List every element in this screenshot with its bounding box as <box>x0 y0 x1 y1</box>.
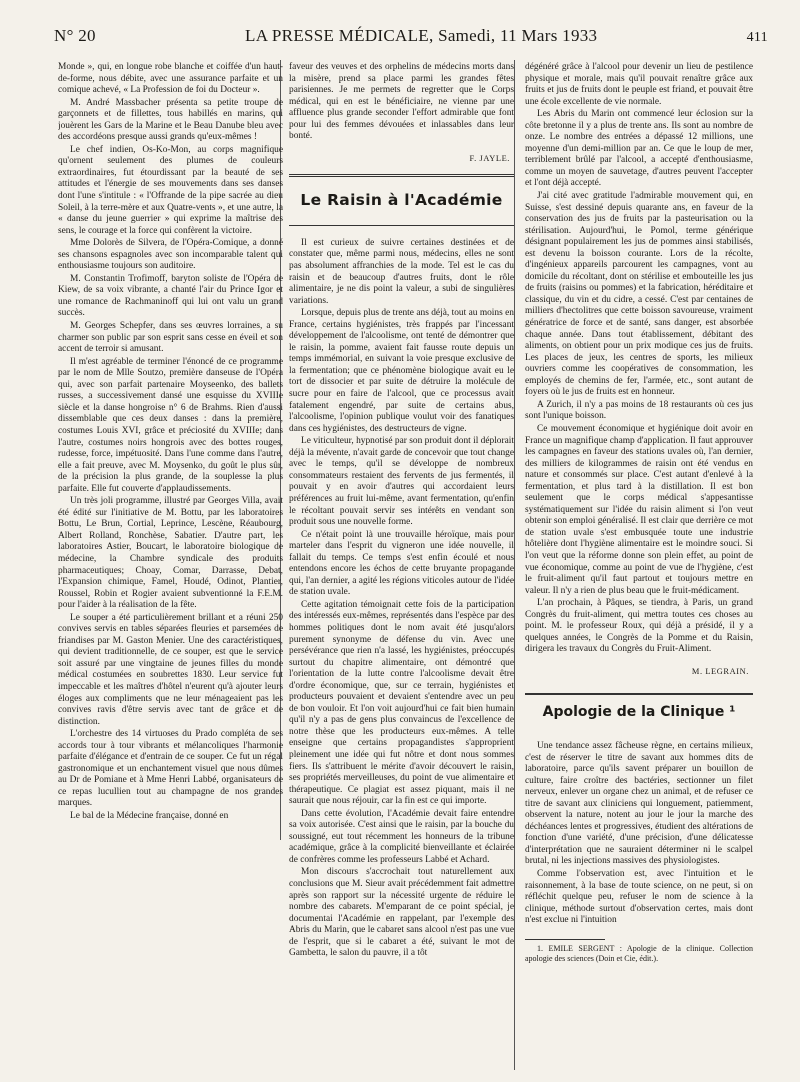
column-3 <box>525 62 753 1067</box>
paragraph: A Zurich, il n'y a pas moins de 18 restaurants où ces jus sont l'unique boisson. <box>525 399 753 422</box>
paragraph: Monde », qui, en longue robe blanche et coiffée d'un haut-de-forme, nous débite, avec une assurance parfaite et un comique achevé, « La Profession de foi du Docteur ». <box>58 62 283 96</box>
paragraph: Il m'est agréable de terminer l'énoncé de ce programme par le nom de Mlle Soutzo, première danseuse de l'Opéra qui, avec son parfait partenaire Moyseenko, des ballets russes, a successivement dansé une esquisse du XVIIIe siècle et la danse hongroise n° 6 de Brahms. Rien d'aussi dissemblable que ces deux danses : dans la première, costumes Louis XVI, grâce et préciosité du XVIIIe; dans l'autre, costumes noirs hongrois avec des bottes rouges, rudesse, force, impétuosité. Dans l'une comme dans l'autre, elle a fait preuve, avec M. Moysenko, du goût le plus sûr, de la précision la plus grande, de la souplesse la plus parfaite. Elle fut couverte d'applaudissements. <box>58 356 283 494</box>
paragraph: L'an prochain, à Pâques, se tiendra, à Paris, un grand Congrès du fruit-aliment, qui mettra toutes ces choses au point. M. le professeur Roux, qui déjà a présidé, il y a quelques années, le Congrès de la Pomme et du Raisin, dirigera les travaux du Congrès du Fruit-Aliment. <box>525 598 753 655</box>
column-2 <box>289 62 514 1067</box>
author-signature: M. LEGRAIN. <box>691 666 749 676</box>
page-header <box>54 26 768 50</box>
paragraph: faveur des veuves et des orphelins de médecins morts dans la misère, prend sa place parmi les grandes fêtes parisiennes. Je me permets de regretter que le Corps médical, qui en est le bénéficiaire, ne vienne par une affluence plus grande seconder l'effort admirable que font pour lui des femmes dévouées et inlassables dans leur bonté. <box>289 62 514 142</box>
paragraph: Lorsque, depuis plus de trente ans déjà, tout au moins en France, certains hygiénistes, très frappés par l'incessant développement de l'alcoolisme, ont tenté de démontrer que le raisin, la pomme, avaient fait fausse route depuis un temps immémorial, en suivant la voie presque exclusive de la fermentation; que ce phénomène biologique avait eu le tort de dissocier et par suite de détruire la molécule de sucre pour en faire de l'alcool, que ce processus avait fatalement engendré, par suite de certains abus, l'alcoolisme, l'opinion publique voulut voir des fanatiques dans ces hygiénistes, des destructeurs de vigne. <box>289 308 514 434</box>
paragraph: Le viticulteur, hypnotisé par son produit dont il déplorait déjà la mévente, n'avait garde de concevoir que tout change avec le temps, qu'il se développe de nombreux consommateurs restaient des fervents de jus fermentés, il pouvait y en avoir d'autres qui accordaient leurs préférences au fruit lui-même, avant fermentation, qu'enfin le récoltant pouvait servir ses intérêts en vendant son produit sous une nouvelle forme. <box>289 436 514 528</box>
paragraph: Comme l'observation est, avec l'intuition et le raisonnement, à la base de toute science, on ne peut, si on réfléchit quelque peu, refuser le nom de science à la clinique, méthode surtout d'observation certes, mais dont n'est exclue ni l'intuition <box>525 869 753 926</box>
paragraph: dégénéré grâce à l'alcool pour devenir un lieu de pestilence physique et morale, mais qu'il pouvait renaître grâce aux fruits et jus de fruits dont le peuple est friand, et pouvait être une école excellente de vie normale. <box>525 62 753 107</box>
article-heading-box <box>289 174 514 226</box>
column-1 <box>58 62 283 1067</box>
column-divider <box>514 60 515 1070</box>
paragraph: M. Georges Schepfer, dans ses œuvres lorraines, a su charmer son public par son esprit sans cesse en éveil et son accent de terroir si amusant. <box>58 321 283 355</box>
paragraph: Mme Dolorès de Silvera, de l'Opéra-Comique, a donné ses chansons espagnoles avec son incomparable talent qui enthousiasme toujours son auditoire. <box>58 238 283 272</box>
page-number: 411 <box>746 30 768 45</box>
footnote: 1. EMILE SERGENT : Apologie de la clinique. Collection apologie des sciences (Doin et Cie, édit.). <box>525 943 753 963</box>
article-heading-box <box>525 693 753 731</box>
paragraph: M. André Massbacher présenta sa petite troupe de garçonnets et de fillettes, tous habillés en marins, qui jouèrent les Gars de la Marine et le Beau Danube bleu avec des accordéons presque aussi grands qu'eux-mêmes ! <box>58 97 283 143</box>
paragraph: Un très joli programme, illustré par Georges Villa, avait été édité sur l'initiative de M. Bottu, par les laboratoires Bottu, Le Brun, Cortial, Leprince, Lescène, Réaubourg, Albert Rolland, Ronchèse, Sabatier. D'autre part, les laboratoires Astier, Boucart, le laboratoire biologique de médecine, la Chambre syndicale des produits pharmaceutiques; Choay, Comar, Darrasse, Debat, l'Expansion chimique, Famel, Houdé, Odinot, Plantier, Roussel, Robin et Rogier avaient subventionné la F.E.M. pour l'aider à la réalisation de la fête. <box>58 496 283 611</box>
paragraph: Le chef indien, Os-Ko-Mon, au corps magnifique qu'ornent seulement des plumes de couleurs extraordinaires, fut étourdissant par la beauté de ses attitudes et l'énergie de ses mouvements dans ses danses dont l'une s'intitule : « l'Offrande de la pipe sacrée au dieu Soleil, à la terre-mère et aux Quatre-vents », et une autre, la « danse du jeune guerrier » qui exprime la maîtrise des sens, le courage et la force qui confèrent la victoire. <box>58 144 283 236</box>
paragraph: Ce n'était point là une trouvaille héroïque, mais pour marteler dans l'esprit du vigneron une idée nouvelle, il fallait du temps. Ce temps s'est enfin écoulé et nous entendons encore les échos de cette bruyante propagande qui, l'an dernier, a agité les régions viticoles autour de l'idée de station uvale. <box>289 529 514 598</box>
paragraph: J'ai cité avec gratitude l'admirable mouvement qui, en Suisse, s'est dessiné depuis quarante ans, en faveur de la conservation des jus de fruits par la pasteurisation ou la stérilisation. Aujourd'hui, le Pomol, terme générique désignant populairement les jus de pommes ainsi stabilisés, est devenu la boisson courante. Lors de la récolte, d'ingénieux appareils parcourent les campagnes, vont au domicile du récoltant, dont on stérilise et embouteille les jus de fruits (raisins ou pommes) et la fabrication, héréditaire et classique, du vin et du cidre, a cessé. C'est par centaines de milliers d'hectolitres que cette boisson savoureuse, vraiment génératrice de force et de santé, sans danger, est absorbée chaque année. Dans tout établissement, débitant des aliments, on obtient pour un prix modique ces jus de fruits. Les places de jeux, les centres de sports, les milieux ouvriers comme les coopératives de consommation, les employés de chemins de fer, l'armée, etc., sont autant de foyers où le jus de fruits est en honneur. <box>525 191 753 398</box>
paragraph: Cette agitation témoignait cette fois de la participation des intéressés eux-mêmes, représentés dans l'espèce par des hommes politiques dont le nom avait été jusqu'alors purement synonyme de défense du vin. Avec une persévérance que rien n'a lassé, les hygiénistes, préoccupés surtout du chapitre alimentaire, ont démontré que l'orientation de la lutte contre l'alcoolisme devait être d'ordre économique, que, sur ce terrain, hygiénistes et producteurs pouvaient et devaient s'entendre avec un peu de bon vouloir. Et l'on voit aujourd'hui ce fait bien humain qu'il n'y a pas de gens plus convaincus de l'excellence de notre thèse que les producteurs eux-mêmes. A telle enseigne que certains propagandistes s'approprient pleinement une idée qui fut nôtre et dont nous sommes fiers. Ils s'attribuent le mérite d'avoir découvert le raisin, ses propriétés merveilleuses, du point de vue alimentaire et thérapeutique. Ce plagiat est assez piquant, mais il ne saurait que nous réjouir, car la fin est ce qui importe. <box>289 599 514 807</box>
issue-number: N° 20 <box>54 26 96 45</box>
paragraph: Il est curieux de suivre certaines destinées et de constater que, même parmi nous, médecins, elles ne sont pas absolument affranchies de la mode. Tel est le cas du raisin et de beaucoup d'autres fruits, dont le rôle alimentaire, je ne dis point la valeur, a subi de singulières variations. <box>289 237 514 306</box>
article-title: Le Raisin à l'Académie <box>300 191 503 210</box>
footnote-rule <box>525 939 605 940</box>
paragraph: Une tendance assez fâcheuse règne, en certains milieux, c'est de réserver le titre de savant aux hommes dits de laboratoire, parce qu'ils savent préparer un bouillon de culture, faire croître des bactéries, sectionner un filet nerveux, enlever un organe chez un animal, et de refuser ce titre de savant aux cliniciens qui longuement, patiemment, observent la nature, notent au jour le jour la marche des déchéances lentes et progressives, étudient des altérations de fonction d'une variété, d'une précision, d'une délicatesse d'interprétation que ne sauraient déterminer ni le scalpel brutal, ni les injections massives des physiologistes. <box>525 740 753 867</box>
masthead-title: LA PRESSE MÉDICALE, Samedi, 11 Mars 1933 <box>245 26 598 45</box>
paragraph: Mon discours s'accrochait tout naturellement aux conclusions que M. Sieur avait précédemment fait admettre après son rapport sur la nécessité urgente de réduire le nombre des cabarets. M'emparant de ce point spécial, je documentai l'Académie en rappelant, par l'exemple des Abris du Marin, que le cabaret sans alcool n'est pas une vue de l'esprit, que si le cabaret a été, suivant le mot de Gambetta, le salon du pauvre, il a tôt <box>289 867 514 959</box>
paragraph: Les Abris du Marin ont commencé leur éclosion sur la côte bretonne il y a plus de trente ans. Ils sont au nombre de onze. Le nombre des entrées a dépassé 12 millions, une moyenne d'un demi-million par an. Ce que le loup de mer, terriblement brûlé par l'alcool, a accepté d'enthousiasme, comme un moyen de sauvetage, d'autres peuvent l'accepter et l'ont déjà accepté. <box>525 109 753 189</box>
article-title: Apologie de la Clinique ¹ <box>542 704 736 721</box>
author-signature: F. JAYLE. <box>469 153 510 163</box>
paragraph: Le souper a été particulièrement brillant et a réuni 250 convives servis en tables séparées fleuries et parsemées de friandises par M. Gaston Menier. Une des caractéristiques, qui devient traditionnelle, de ce souper, est que le service soit assuré par une vingtaine de jeunes filles du monde médical costumées en soubrettes 1830. Leur service fut impeccable et les maîtres d'hôtel n'eurent qu'à ajouter leurs éloges aux compliments que ne leur ménageaient pas les convives ravis d'être servis avec tant de grâce et de distinction. <box>58 612 283 727</box>
paragraph: M. Constantin Trofimoff, baryton soliste de l'Opéra de Kiew, de sa voix vibrante, a chanté l'air du Prince Igor et une romance de Rachmaninoff qui lui ont valu un grand succès. <box>58 273 283 319</box>
paragraph: L'orchestre des 14 virtuoses du Prado compléta de ses accords tour à tour vibrants et mélancoliques l'harmonie parfaite d'élégance et d'entrain de ce souper. Ce fut un régal gastronomique et un enchantement visuel que nous dûmes au Dr de Pomiane et à Mme Henri Labbé, organisateurs de ce repas lucullien tout au champagne de nos grandes marques. <box>58 729 283 809</box>
paragraph: Ce mouvement économique et hygiénique doit avoir en France un magnifique champ d'application. Il faut approuver les campagnes en faveur des stations uvales où, l'an dernier, des milliers de kilogrammes de raisin ont été vendus en nature et consommés sur place. C'est autant d'enlevé à la fermentation, et plus tard à la distillation. Il est bon seulement que le corps médical s'appesantisse systématiquement sur l'idée du raisin aliment si l'on veut obtenir son emploi généralisé. Il est clair que derrière ce mot de station uvale s'est embusquée toute une industrie hôtelière dont l'hygiène alimentaire est le moindre souci. Si l'on veut que la réforme donne son plein effet, au point de vue économique, comme au point de vue de l'hygiène, c'est le fruit-aliment qu'il faut partout et toujours mettre en valeur. Il n'y a rien de plus beau que le fruit-médicament. <box>525 423 753 596</box>
paragraph: Dans cette évolution, l'Académie devait faire entendre sa voix autorisée. C'est ainsi que le raisin, par la bouche du soussigné, eut tout récemment les honneurs de la tribune académique, grâce à la complicité bienveillante et éclairée de confrères comme les professeurs Labbé et Achard. <box>289 808 514 865</box>
paragraph: Le bal de la Médecine française, donné en <box>70 811 229 821</box>
